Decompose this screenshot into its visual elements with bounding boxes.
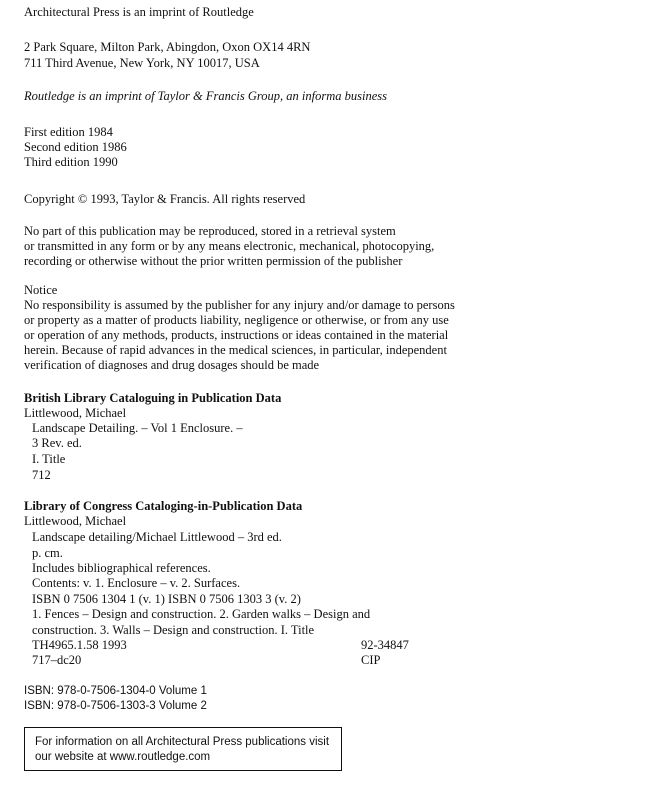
bl-cip-line: I. Title: [32, 452, 66, 466]
loc-cip-line: p. cm.: [32, 546, 63, 560]
notice-line: No responsibility is assumed by the publisher for any injury and/or damage to persons: [24, 298, 455, 312]
loc-cip-author: Littlewood, Michael: [24, 514, 127, 528]
edition-line: Third edition 1990: [24, 155, 118, 169]
info-box-line: For information on all Architectural Press publications visit: [35, 736, 330, 748]
loc-cip-line: ISBN 0 7506 1304 1 (v. 1) ISBN 0 7506 1303 3 (v. 2): [32, 592, 301, 606]
notice-line: or operation of any methods, products, instructions or ideas contained in the material: [24, 328, 449, 342]
isbn-line: ISBN: 978-0-7506-1304-0 Volume 1: [24, 685, 207, 697]
notice-line: verification of diagnoses and drug dosages should be made: [24, 358, 320, 372]
isbn-line: ISBN: 978-0-7506-1303-3 Volume 2: [24, 700, 207, 712]
rights-line: or transmitted in any form or by any means electronic, mechanical, photocopying,: [24, 239, 435, 253]
rights-line: No part of this publication may be reproduced, stored in a retrieval system: [24, 224, 396, 238]
loc-cip-line: 717–dc20: [32, 653, 82, 667]
edition-line: Second edition 1986: [24, 140, 127, 154]
loc-cip-label: CIP: [361, 653, 381, 667]
notice-line: herein. Because of rapid advances in the medical sciences, in particular, independent: [24, 343, 447, 357]
bl-cip-line: 3 Rev. ed.: [32, 436, 82, 450]
loc-cip-line: Landscape detailing/Michael Littlewood – 3rd ed.: [32, 530, 282, 544]
loc-cip-line: TH4965.1.58 1993: [32, 638, 127, 652]
bl-cip-author: Littlewood, Michael: [24, 406, 127, 420]
imprint-line: Architectural Press is an imprint of Routledge: [24, 5, 254, 19]
loc-cip-heading: Library of Congress Cataloging-in-Publication Data: [24, 499, 303, 513]
loc-cip-line: Includes bibliographical references.: [32, 561, 211, 575]
address-line-2: 711 Third Avenue, New York, NY 10017, USA: [24, 56, 260, 70]
info-box-line: our website at www.routledge.com: [35, 751, 211, 763]
info-box: [24, 727, 342, 771]
loc-cip-line: construction. 3. Walls – Design and construction. I. Title: [32, 623, 315, 637]
bl-cip-heading: British Library Cataloguing in Publication Data: [24, 391, 282, 405]
loc-cip-lccn: 92-34847: [361, 638, 409, 652]
loc-cip-line: Contents: v. 1. Enclosure – v. 2. Surfaces.: [32, 576, 241, 590]
rights-line: recording or otherwise without the prior written permission of the publisher: [24, 254, 403, 268]
loc-cip-line: 1. Fences – Design and construction. 2. Garden walks – Design and: [32, 607, 371, 621]
bl-cip-line: 712: [32, 468, 51, 482]
copyright-line: Copyright © 1993, Taylor & Francis. All rights reserved: [24, 192, 306, 206]
edition-line: First edition 1984: [24, 125, 113, 139]
notice-line: or property as a matter of products liability, negligence or otherwise, or from any use: [24, 313, 449, 327]
address-line-1: 2 Park Square, Milton Park, Abingdon, Oxon OX14 4RN: [24, 40, 311, 54]
notice-heading: Notice: [24, 283, 58, 297]
routledge-note: Routledge is an imprint of Taylor & Francis Group, an informa business: [24, 89, 387, 103]
bl-cip-line: Landscape Detailing. – Vol 1 Enclosure. –: [32, 421, 243, 435]
